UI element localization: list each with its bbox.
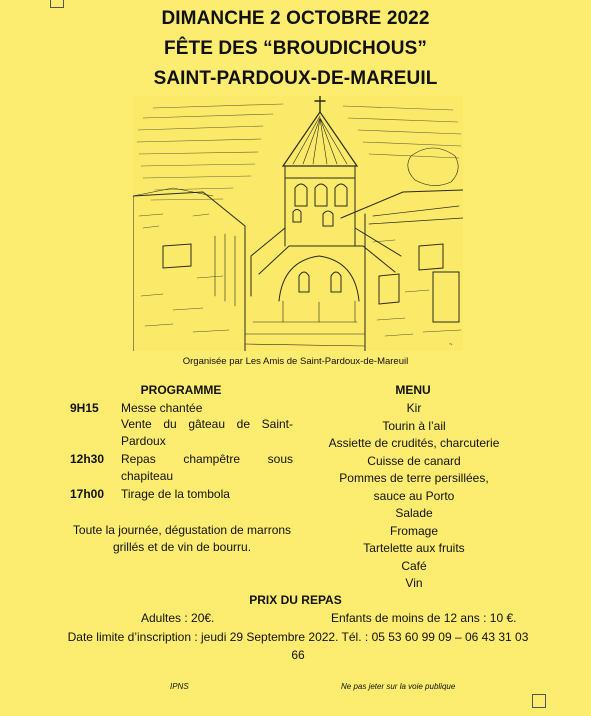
menu-item: Fromage: [389, 523, 439, 538]
sketch-signature: ~: [449, 342, 453, 348]
menu-item: Pommes de terre persillées,: [339, 471, 489, 485]
menu-item: Vin: [405, 576, 423, 590]
crop-mark-top: [50, 0, 64, 8]
menu-list: [305, 400, 523, 593]
price-children: Enfants de moins de 12 ans : 10 €.: [331, 611, 517, 625]
price-adults: Adultes : 20€.: [141, 611, 215, 625]
programme-time: 17h00: [70, 487, 105, 501]
menu-item: Café: [401, 558, 427, 573]
menu-heading: MENU: [395, 383, 431, 397]
menu-item: sauce au Porto: [373, 488, 455, 503]
programme-event: Messe chantée: [121, 401, 203, 415]
footer-notice: Ne pas jeter sur la voie publique: [341, 682, 456, 691]
organizer-caption: Organisée par Les Amis de Saint-Pardoux-de-Mareuil: [182, 356, 409, 367]
programme-event: Vente du gâteau de Saint-Pardoux: [121, 417, 293, 448]
programme-time: 9H15: [70, 401, 99, 415]
programme-event: Repas champêtre sous chapiteau: [121, 452, 293, 483]
church-sketch-image: [133, 96, 463, 351]
menu-item: Tourin à l’ail: [382, 418, 446, 433]
programme-event: Tirage de la tombola: [121, 487, 230, 501]
menu-item: Assiette de crudités, charcuterie: [328, 436, 500, 450]
footer-ipns: IPNS: [170, 682, 189, 691]
menu-item: Tartelette aux fruits: [363, 541, 465, 555]
event-name-title: FÊTE DES “BROUDICHOUS”: [164, 38, 427, 59]
price-heading: PRIX DU REPAS: [249, 593, 342, 607]
village-title: SAINT-PARDOUX-DE-MAREUIL: [153, 68, 438, 89]
allday-note: Toute la journée, dégustation de marrons grillés et de vin de bourru.: [72, 523, 292, 554]
registration-deadline: Date limite d’inscription : jeudi 29 Septembre 2022. Tél. : 05 53 60 99 09 – 06 43 31 03 66: [67, 630, 529, 662]
event-date-title: DIMANCHE 2 OCTOBRE 2022: [161, 8, 430, 29]
programme-time: 12h30: [70, 452, 105, 466]
menu-item: Kir: [406, 401, 422, 415]
menu-item: Salade: [395, 506, 433, 520]
checkbox-mark: [532, 694, 546, 708]
menu-item: Cuisse de canard: [367, 453, 461, 468]
programme-heading: PROGRAMME: [140, 383, 222, 397]
